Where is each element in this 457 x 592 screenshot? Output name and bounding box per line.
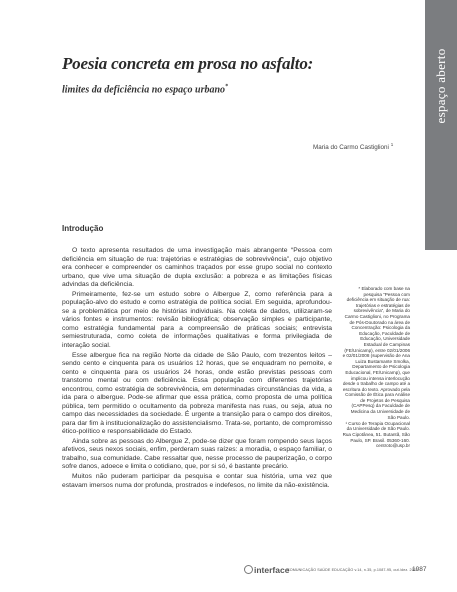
section-heading: Introdução — [62, 224, 104, 233]
section-side-tab — [425, 0, 457, 250]
logo-text: interface — [254, 565, 290, 575]
author-line — [313, 142, 393, 151]
article-subtitle — [62, 84, 228, 95]
side-notes — [342, 286, 410, 449]
author-name: Maria do Carmo Castiglioni — [313, 144, 389, 152]
section-label: espaço aberto — [433, 48, 448, 124]
side-note: * Elaborado com base na pesquisa “Pessoa com deficiência em situação de rua: trajetórias e estratégias de sobrevivência”, de Maria do Carmo Castiglioni, no Programa de Pós-Doutorado na área de Concentração: Psicologia da Educação, Faculdade de Educação, Universidade Estadual de Campinas (FE/Unicamp), entre 02/01/2006 e 02/01/2008 (supervisão de Ana Luiza Bustamante Smolka, Departamento de Psicologia Educacional, FE/Unicamp), que implicou intensa interlocução desde o trabalho de campo até a escritura do texto. Aprovado pela Comissão de Ética para Análise de Projetos de Pesquisa (CAPPesq) da Faculdade de Medicina da Universidade de São Paulo. — [342, 286, 410, 420]
article-body — [62, 247, 332, 491]
page-footer — [0, 565, 457, 585]
body-paragraph: Ainda sobre as pessoas do Albergue Z, pode-se dizer que foram rompendo seus laços afetivos, seus nexos sociais, enfim, perderam suas raízes: a moradia, o espaço familiar, o trabalho, sua comunidade. Cabe ressaltar que, nesse processo de pauperização, o corpo sofre danos, adoece e limita o cotidiano, que, por si só, é bastante precário. — [62, 437, 332, 471]
body-paragraph: Primeiramente, fez-se um estudo sobre o Albergue Z, como referência para a população-alvo do estudo e como estratégia de política social. Em seguida, aprofundou-se a problemática por meio de histórias individuais. Na coleta de dados, utilizaram-se vários fontes e instrumentos: revisão bibliográfica; observação simples e participante, como estratégia fundamental para a compreensão de práticas sociais; entrevista semiestruturada, como coleta de informações qualitativas e forma privilegiada de interação social. — [62, 290, 332, 349]
body-paragraph: O texto apresenta resultados de uma investigação mais abrangente “Pessoa com deficiência em situação de rua: trajetórias e estratégias de sobrevivência”, cujo objetivo era conhecer e compreender os caminhos traçados por esse grupo social no contexto urbano, que vive uma situação de dupla exclusão: a pobreza e as limitações físicas advindas da deficiência. — [62, 247, 332, 288]
subtitle-footnote-mark: * — [225, 84, 229, 90]
article-title: Poesia concreta em prosa no asfalto: — [62, 54, 314, 73]
page-number: 1087 — [412, 566, 427, 573]
body-paragraph: Esse albergue fica na região Norte da cidade de São Paulo, com trezentos leitos – sendo cento e cinquenta para os usuários 12 horas, que se enquadram no pernoite, e cento e cinquenta para os usuários 24 horas, onde estão previstas pessoas com transtorno mental ou com deficiência. Essa população com diferentes trajetórias encontrou, como estratégia de sobrevivência, em determinadas circunstâncias da vida, a ida para o albergue. Pode-se afirmar que essa prática, como proposta de uma política pública, tem permitido o ocultamento da pobreza manifesta nas ruas, ou seja, atua no campo das necessidades da sociedade. É urgente a transição para o campo dos direitos, para dar fim à institucionalização do assistencialismo. Trata-se, portanto, de compromisso ético-político e responsabilidade do Estado. — [62, 351, 332, 436]
logo-circle-icon — [244, 565, 253, 574]
journal-citation: COMUNICAÇÃO SAÚDE EDUCAÇÃO v.14, n.35, p.1087-95, out./dez. 2010 — [287, 568, 419, 572]
body-paragraph: Muitos não puderam participar da pesquisa e contar sua história, uma vez que estavam imersos numa dor profunda, prostrados e indefesos, no limite da não-existência. — [62, 473, 332, 489]
journal-logo — [244, 565, 289, 575]
side-note: ¹ Curso de Terapia Ocupacional da Universidade de São Paulo. Rua Cipotânea, 51. Butantã, São Paulo, SP. Brasil. 05360-160. centroto@usp.br — [342, 420, 410, 449]
subtitle-text: limites da deficiência no espaço urbano — [62, 84, 226, 96]
author-footnote-mark: 1 — [390, 142, 394, 147]
